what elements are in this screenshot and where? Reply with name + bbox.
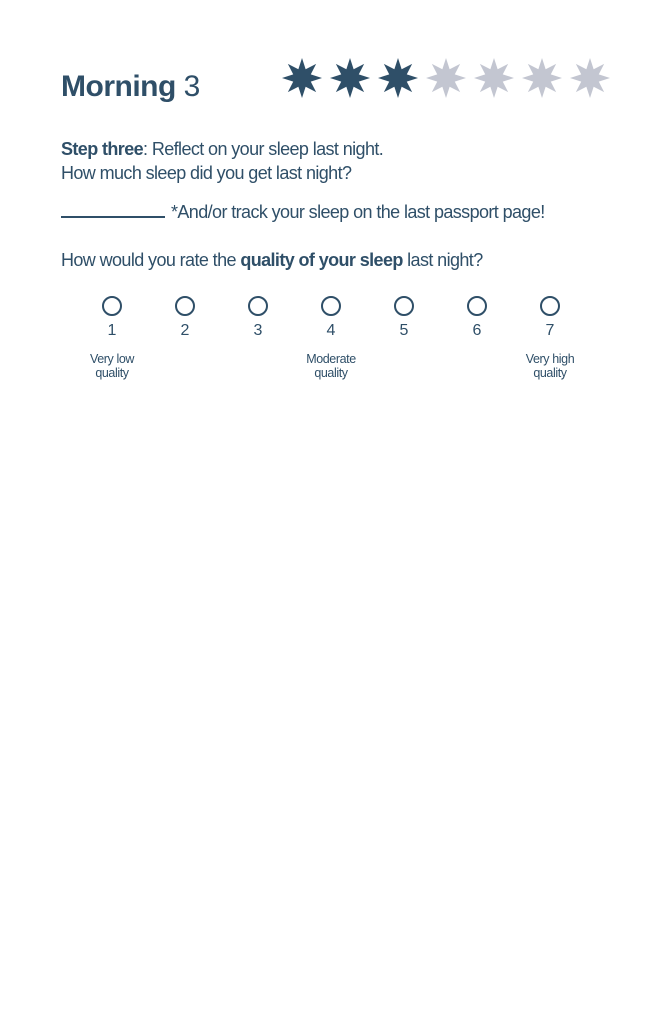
quality-question-prefix: How would you rate the (61, 250, 241, 270)
star-empty-icon (520, 56, 564, 100)
page-title (61, 70, 200, 104)
anchor-very-low (72, 352, 152, 380)
rating-option-4[interactable] (301, 296, 361, 340)
quality-rating-scale (0, 296, 663, 396)
rating-option-6[interactable] (447, 296, 507, 340)
radio-circle-icon[interactable] (248, 296, 268, 316)
radio-circle-icon[interactable] (175, 296, 195, 316)
radio-circle-icon[interactable] (102, 296, 122, 316)
sleep-amount-question: How much sleep did you get last night? (61, 163, 352, 183)
step-instruction-text: : Reflect on your sleep last night. (143, 139, 384, 159)
star-empty-icon (424, 56, 468, 100)
step-label: Step three (61, 139, 144, 159)
track-note: *And/or track your sleep on the last passport page! (171, 202, 545, 222)
quality-question-suffix: last night? (402, 250, 483, 270)
anchor-line: quality (314, 366, 348, 380)
radio-circle-icon[interactable] (321, 296, 341, 316)
rating-number: 5 (399, 322, 409, 339)
rating-number: 6 (472, 322, 482, 339)
star-empty-icon (472, 56, 516, 100)
progress-stars (280, 56, 612, 100)
page-title-number: 3 (183, 70, 200, 103)
rating-number: 3 (253, 322, 263, 339)
anchor-line: Moderate (306, 352, 356, 366)
quality-question-emphasis: quality of your sleep (240, 250, 403, 270)
rating-number: 4 (326, 322, 336, 339)
anchor-line: quality (533, 366, 567, 380)
radio-circle-icon[interactable] (540, 296, 560, 316)
step-instruction (61, 139, 383, 160)
anchor-line: Very high (525, 352, 575, 366)
anchor-line: Very low (89, 352, 135, 366)
star-empty-icon (568, 56, 612, 100)
sleep-amount-row (61, 200, 545, 223)
star-filled-icon (280, 56, 324, 100)
star-filled-icon (328, 56, 372, 100)
quality-question (61, 250, 483, 271)
rating-option-3[interactable] (228, 296, 288, 340)
rating-option-5[interactable] (374, 296, 434, 340)
rating-number: 7 (545, 322, 555, 339)
radio-circle-icon[interactable] (467, 296, 487, 316)
anchor-line: quality (95, 366, 129, 380)
star-filled-icon (376, 56, 420, 100)
radio-circle-icon[interactable] (394, 296, 414, 316)
rating-option-2[interactable] (155, 296, 215, 340)
page-title-word: Morning (61, 70, 176, 103)
anchor-moderate (291, 352, 371, 380)
sleep-hours-blank[interactable] (61, 200, 165, 218)
rating-option-7[interactable] (520, 296, 580, 340)
rating-number: 2 (180, 322, 190, 339)
rating-option-1[interactable] (82, 296, 142, 340)
rating-number: 1 (107, 322, 117, 339)
anchor-very-high (510, 352, 590, 380)
